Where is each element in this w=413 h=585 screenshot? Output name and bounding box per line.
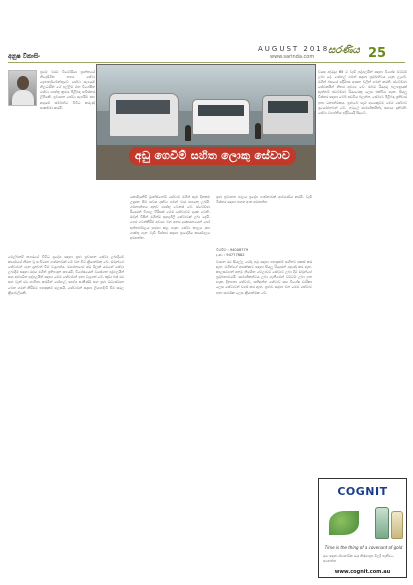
publication-logo: සරණිය xyxy=(328,45,360,56)
intro-text: ප්‍රථම වරට විටෝරියා ප්‍රාන්තයේ නිර්දේශිත නගර සේවා දෙපාර්තමේන්තුවේ සේවා සැපයුම් නිලධාරීන් ගේ ඉල්ලීම මත විශේෂිත සේවා ගාස්තු ක්‍රමය පිළිබඳ සවිස්තර ලිපියකි. ප්‍රවාහන සේවා සැපයීම සහ ආදායම් සම්බන්ධ විවිධ කරුණු සාකච්ඡා කරයි. xyxy=(40,70,95,110)
ad-brand: COGNIT xyxy=(337,485,388,498)
article-headline xyxy=(110,146,315,166)
website-url[interactable]: www.sarinda.com xyxy=(270,54,315,60)
article-column-4 xyxy=(318,70,407,545)
column-1-text: මෙල්බර්න් නගරයේ විවිධ ප්‍රදේශ සඳහා ප්‍රජා ප්‍රවාහන සේවා ලබාදීමේ කාර්යයේ නිරත වූ සංවිධාන ගණනාවක් මේ වන විට ක්‍රියාත්මක වේ. ඔවුන්ගේ සේවාවන් ගැන දැනුවත් වීම වැදගත්ය. මහජනයාට අඩු මිලක් යටතේ සේවා ලබාදීම සඳහා රජය මගින් ප්‍රතිපාදන සපයයි. විශේෂයෙන් වයස්ගත පුද්ගලයින් සහ ආබාධිත පුද්ගලයින් සඳහා මෙම සේවාවන් ඉතා වැදගත් වේ. කුඩා බස් රථ සහ වෑන් රථ භාවිතා කරමින් රෝහල්, සාප්පු සංකීර්ණ සහ ප්‍රජා මධ්‍යස්ථාන වෙත ගමන් කිරීමට පහසුකම් සලසයි. සේවාවන් සඳහා ලියාපදිංචි වීම සරල ක්‍රියාවලියකි. xyxy=(8,255,124,295)
column-2-text: කොමියුනිටි ට්‍රාන්ස්පෝට් සේවාව මගින් සෑම දිනකම උදෑසන සිට සවස දක්වා ගමන් වාර සපයනු ලබයි. ගමනාන්තය අනුව ගාස්තු වෙනස් වේ. ස්වේච්ඡා රියදුරන් විශාල පිරිසක් මෙම සේවාවට දායක වෙති. ඔවුන් විසින් මගීන්ට සුහදශීලී සේවාවක් ලබා දෙයි. පෙර වෙන්කිරීම අවශ්‍ය වන අතර දුරකථනයෙන් හෝ අන්තර්ජාලය හරහා කළ හැක. සේවා කාලය සහ ගාස්තු ගැන වැඩි විස්තර සඳහා ප්‍රාදේශීය කාර්යාලය අමතන්න. xyxy=(130,195,210,240)
article-column-3 xyxy=(216,260,312,515)
header-divider xyxy=(8,62,405,63)
ad-url[interactable]: www.cognit.com.au xyxy=(334,569,391,575)
leaf-icon xyxy=(329,511,359,535)
headline-text: අඩු ගෙවීම් සහිත ලොකු සේවාව xyxy=(129,147,296,165)
author-name: අනුෂ විකාසිං xyxy=(8,53,40,60)
phone-line-1: විමසීම් : 94008779 xyxy=(216,248,249,252)
article-column-1 xyxy=(8,255,124,575)
article-column-3-top xyxy=(216,195,312,255)
column-3-top-text: ප්‍රජා ප්‍රවාහන ජාලය ප්‍රදේශ ගණනාවක් ආවරණය කරයි. වැඩි විස්තර සඳහා පහත අංක අමතන්න. xyxy=(216,195,312,205)
ad-tagline: Time is the thing of a covenant of gold xyxy=(324,545,403,550)
contact-numbers xyxy=(216,248,312,258)
bottle-icon xyxy=(375,507,389,539)
author-photo xyxy=(8,70,37,106)
page-number: 25 xyxy=(368,46,387,61)
column-4-text: වයස අවුරුදු 65 ට වැඩි පුද්ගලයින් සඳහා විශේෂ වට්ටම් ලබා දේ. රෝහල් ගමන් සඳහා ප්‍රමුඛත්වය දෙනු ලැබේ. මගීන් බසයේ ඉදිරිපස ආසන වලින් ගමන් කරති. ස්වේච්ඡා සේවකයින් නිතර අවශ්‍ය වේ. ඔබට රියදුරු බලපත්‍රයක් ඇත්නම් ස්වේච්ඡා රියදුරෙකු ලෙස එක්විය හැක. සියලු විස්තර සඳහා වෙබ් අඩවිය බලන්න. සේවාව පිළිබඳ ප්‍රතිචාර ඉතා ධනාත්මකය. ප්‍රජාවේ සෑම අයෙකුටම මෙම සේවාව ප්‍රයෝජනවත් වේ. පවුලේ සාමාජිකයින්ද සහාය දක්වති. සේවා ව්‍යාප්තිය ඉදිරියේදී සිදුවේ. xyxy=(318,70,407,115)
column-3-text: වාහන රථ සියල්ල රෝද පුටු සඳහා පහසුකම් සහිතව සකස් කර ඇත. මගීන්ගේ ආරක්ෂාව සඳහා සියලු රියදුරන් පුහුණු කර ඇත. කාලසටහන් අනුව නියමිත වේලාවට සේවාව ලබා දීම ඔවුන්ගේ ප්‍රමුඛතාවයයි. සාමාජිකත්වය ලබා ගැනීමෙන් වට්ටම් ලබා ගත හැක. දිනපතා සේවාව, සතිඅන්ත සේවාව සහ විශේෂ චාරිකා ලෙස සේවාවන් වර්ග කර ඇත. ප්‍රජාව සඳහා වන මෙම සේවාව ඉතා සාර්ථක ලෙස ක්‍රියාත්මක වේ. xyxy=(216,260,312,295)
issue-month: AUGUST 2018 xyxy=(258,45,330,53)
phone-line-2: දු.ක. : 94777682 xyxy=(216,253,245,257)
ad-body-text: සුව සඳහා ස්වභාවික ඔසු නිෂ්පාදන මිලදී ගැනීමට අමතන්න xyxy=(323,554,394,563)
cognit-advertisement[interactable] xyxy=(318,478,407,578)
article-column-2 xyxy=(130,195,210,585)
jar-icon xyxy=(391,511,403,539)
intro-column xyxy=(40,70,95,255)
